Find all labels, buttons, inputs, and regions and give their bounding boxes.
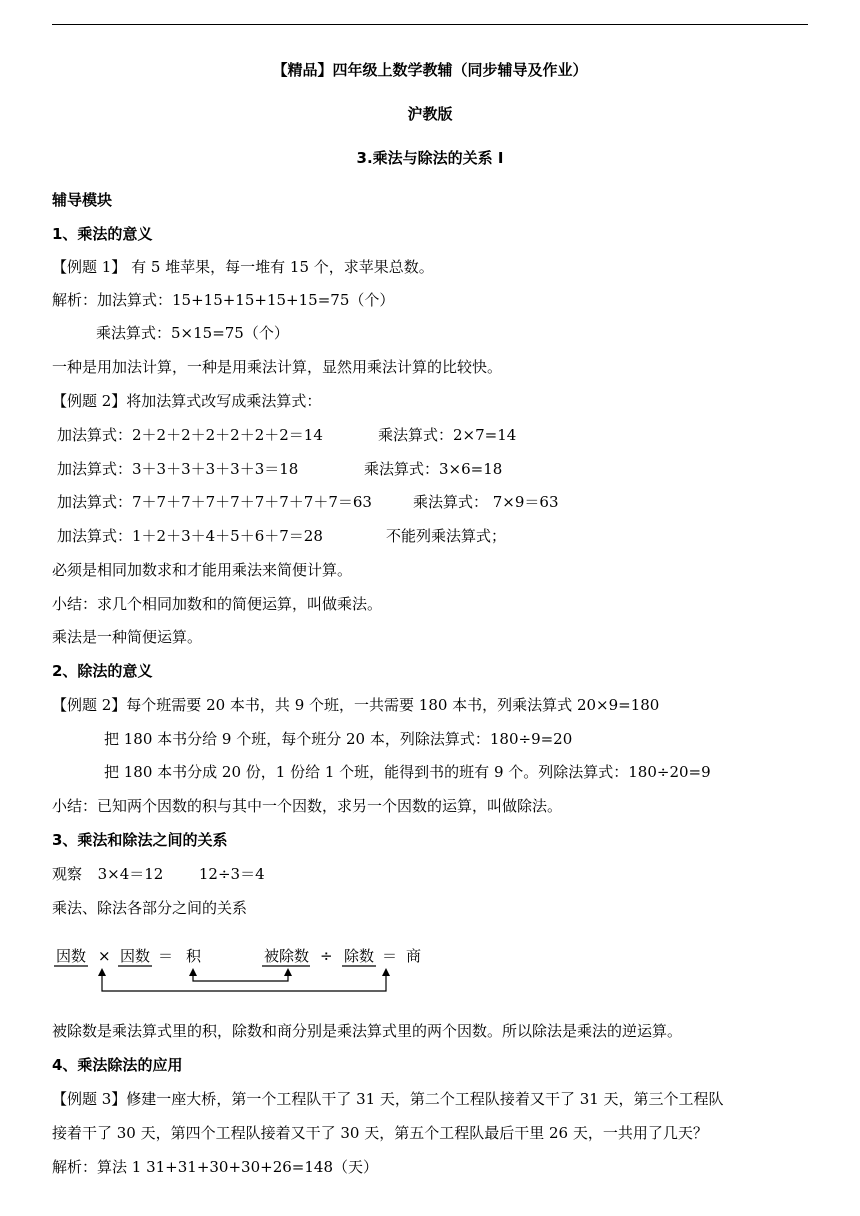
mul-row-3: 乘法算式： 7×9＝63 (413, 493, 559, 511)
diagram-quotient: 商 (406, 947, 422, 965)
diagram-div: ÷ (320, 947, 333, 965)
connector-inner (193, 974, 288, 981)
section-1-heading: 1、乘法的意义 (52, 225, 153, 243)
example-3-line-1: 【例题 3】修建一座大桥，第一个工程队干了 31 天，第二个工程队接着又干了 31 天，第三个工程队 (52, 1090, 724, 1108)
analysis-1: 解析：加法算式：15+15+15+15+15=75（个） (52, 291, 395, 309)
observe-label: 观察 (52, 865, 83, 883)
lesson-title: 3.乘法与除法的关系 I (356, 149, 504, 167)
diagram-product: 积 (186, 947, 202, 965)
diagram-times: × (98, 947, 111, 965)
diagram-divisor: 除数 (344, 947, 375, 965)
diagram-factor2: 因数 (120, 947, 151, 965)
parts-relation: 乘法、除法各部分之间的关系 (52, 899, 248, 917)
add-row-3: 加法算式：7＋7＋7＋7＋7＋7＋7＋7＋7＝63 (57, 493, 372, 511)
example-2: 【例题 2】将加法算式改写成乘法算式： (52, 392, 322, 410)
add-row-1: 加法算式：2＋2＋2＋2＋2＋2＋2＝14 (57, 426, 323, 444)
observe-line (52, 864, 265, 884)
division-1: 把 180 本书分给 9 个班，每个班分 20 本，列除法算式：180÷9=20 (104, 730, 573, 748)
diagram-eq2: ＝ (382, 947, 398, 965)
section-4-heading: 4、乘法除法的应用 (52, 1056, 183, 1074)
relation-conclusion: 被除数是乘法算式里的积，除数和商分别是乘法算式里的两个因数。所以除法是乘法的逆运算。 (52, 1022, 683, 1040)
module-heading: 辅导模块 (52, 191, 113, 209)
must-note: 必须是相同加数求和才能用乘法来简便计算。 (52, 561, 353, 579)
division-2: 把 180 本书分成 20 份，1 份给 1 个班，能得到书的班有 9 个。列除法算式：180÷20=9 (104, 763, 711, 781)
example-2b: 【例题 2】每个班需要 20 本书，共 9 个班，一共需要 180 本书，列乘法算式 20×9=180 (52, 696, 660, 714)
mul-row-2: 乘法算式：3×6=18 (364, 460, 503, 478)
relation-diagram (52, 944, 432, 1004)
top-rule (52, 24, 808, 25)
analysis-2: 乘法算式：5×15=75（个） (96, 324, 289, 342)
arrow-1 (98, 968, 106, 976)
summary-1: 小结：求几个相同加数和的简便运算，叫做乘法。 (52, 595, 383, 613)
mul-row-4: 不能列乘法算式； (386, 527, 507, 545)
example-1: 【例题 1】 有 5 堆苹果，每一堆有 15 个，求苹果总数。 (52, 258, 434, 276)
edition: 沪教版 (407, 105, 453, 123)
section-2-heading: 2、除法的意义 (52, 662, 153, 680)
arrow-4 (382, 968, 390, 976)
summary-2: 小结：已知两个因数的积与其中一个因数，求另一个因数的运算，叫做除法。 (52, 797, 563, 815)
add-row-4: 加法算式：1＋2＋3＋4＋5＋6＋7＝28 (57, 527, 323, 545)
note: 一种是用加法计算，一种是用乘法计算，显然用乘法计算的比较快。 (52, 358, 503, 376)
arrow-3 (284, 968, 292, 976)
add-row-2: 加法算式：3＋3＋3＋3＋3＋3＝18 (57, 460, 299, 478)
mul-row-1: 乘法算式：2×7=14 (378, 426, 517, 444)
diagram-dividend: 被除数 (264, 947, 310, 965)
arrow-2 (189, 968, 197, 976)
observe-div: 12÷3＝4 (198, 865, 265, 883)
diagram-factor1: 因数 (56, 947, 87, 965)
connector-outer (102, 974, 386, 991)
doc-title: 【精品】四年级上数学教辅（同步辅导及作业） (272, 61, 588, 79)
section-3-heading: 3、乘法和除法之间的关系 (52, 831, 228, 849)
simple-note: 乘法是一种简便运算。 (52, 628, 203, 646)
diagram-eq1: ＝ (158, 947, 174, 965)
example-3-line-2: 接着干了 30 天，第四个工程队接着又干了 30 天，第五个工程队最后干里 26 天，一共用了几天？ (52, 1124, 708, 1142)
analysis-3: 解析：算法 1 31+31+30+30+26=148（天） (52, 1158, 378, 1176)
observe-mul: 3×4＝12 (97, 865, 164, 883)
